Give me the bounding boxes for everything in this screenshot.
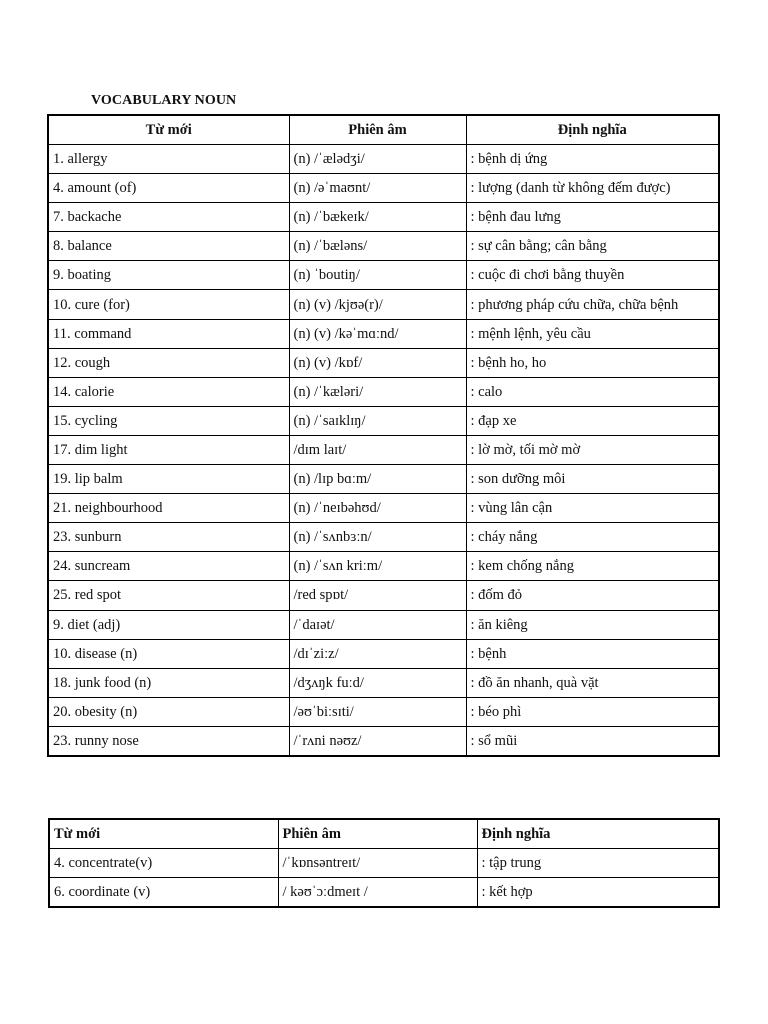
cell-word: 10. cure (for) (48, 290, 289, 319)
table-row (48, 232, 719, 261)
cell-pronunciation: (n) /ˈbækeɪk/ (289, 203, 466, 232)
header-pronunciation: Phiên âm (278, 819, 477, 849)
cell-definition: : cuộc đi chơi bằng thuyền (466, 261, 719, 290)
cell-definition: : kem chống nắng (466, 552, 719, 581)
cell-word: 15. cycling (48, 406, 289, 435)
cell-definition: : bệnh dị ứng (466, 145, 719, 174)
table-row (48, 290, 719, 319)
document-title: VOCABULARY NOUN (91, 93, 237, 108)
table-row (48, 261, 719, 290)
cell-definition: : lờ mờ, tối mờ mờ (466, 435, 719, 464)
table-row (48, 377, 719, 406)
cell-pronunciation: (n) /əˈmaʊnt/ (289, 174, 466, 203)
table-row (48, 610, 719, 639)
table-row (48, 726, 719, 756)
table-row (48, 319, 719, 348)
cell-pronunciation: (n) /lɪp bɑːm/ (289, 465, 466, 494)
cell-definition: : vùng lân cận (466, 494, 719, 523)
table-row (48, 348, 719, 377)
cell-word: 6. coordinate (v) (49, 878, 278, 908)
table-row (48, 465, 719, 494)
table-row (48, 697, 719, 726)
cell-definition: : ăn kiêng (466, 610, 719, 639)
table-row (48, 639, 719, 668)
table-header-row (48, 115, 719, 145)
cell-pronunciation: (n) /ˈneɪbəhʊd/ (289, 494, 466, 523)
table-row (48, 523, 719, 552)
cell-definition: : tập trung (477, 849, 719, 878)
cell-word: 9. diet (adj) (48, 610, 289, 639)
table-row (48, 494, 719, 523)
cell-definition: : bệnh đau lưng (466, 203, 719, 232)
table-row (48, 435, 719, 464)
cell-pronunciation: /ˈrʌni nəʊz/ (289, 726, 466, 756)
cell-pronunciation: (n) /ˈkæləri/ (289, 377, 466, 406)
cell-word: 23. sunburn (48, 523, 289, 552)
cell-definition: : sổ mũi (466, 726, 719, 756)
cell-word: 25. red spot (48, 581, 289, 610)
cell-word: 4. concentrate(v) (49, 849, 278, 878)
header-definition: Định nghĩa (466, 115, 719, 145)
cell-word: 10. disease (n) (48, 639, 289, 668)
cell-word: 11. command (48, 319, 289, 348)
cell-word: 4. amount (of) (48, 174, 289, 203)
cell-word: 12. cough (48, 348, 289, 377)
cell-word: 17. dim light (48, 435, 289, 464)
table-row (49, 849, 719, 878)
cell-definition: : phương pháp cứu chữa, chữa bệnh (466, 290, 719, 319)
cell-pronunciation: (n) (v) /kɒf/ (289, 348, 466, 377)
cell-definition: : bệnh ho, ho (466, 348, 719, 377)
cell-definition: : bệnh (466, 639, 719, 668)
cell-pronunciation: /dʒʌŋk fuːd/ (289, 668, 466, 697)
cell-word: 14. calorie (48, 377, 289, 406)
cell-pronunciation: (n) /ˈælədʒi/ (289, 145, 466, 174)
cell-definition: : kết hợp (477, 878, 719, 908)
cell-pronunciation: (n) /ˈbæləns/ (289, 232, 466, 261)
table-header-row (49, 819, 719, 849)
table-row (48, 581, 719, 610)
cell-word: 18. junk food (n) (48, 668, 289, 697)
cell-pronunciation: /red spɒt/ (289, 581, 466, 610)
cell-pronunciation: /ˈkɒnsəntreɪt/ (278, 849, 477, 878)
cell-word: 23. runny nose (48, 726, 289, 756)
cell-definition: : lượng (danh từ không đếm được) (466, 174, 719, 203)
cell-word: 24. suncream (48, 552, 289, 581)
table-row (48, 203, 719, 232)
cell-word: 8. balance (48, 232, 289, 261)
cell-definition: : béo phì (466, 697, 719, 726)
cell-pronunciation: / kəʊˈɔːdmeɪt / (278, 878, 477, 908)
table-row (48, 668, 719, 697)
cell-pronunciation: /ˈdaɪət/ (289, 610, 466, 639)
table-row (48, 552, 719, 581)
header-pronunciation: Phiên âm (289, 115, 466, 145)
table-row (48, 406, 719, 435)
cell-word: 7. backache (48, 203, 289, 232)
cell-pronunciation: (n) ˈboutiŋ/ (289, 261, 466, 290)
cell-pronunciation: (n) /ˈsaɪklɪŋ/ (289, 406, 466, 435)
vocabulary-table-verbs (48, 818, 720, 908)
cell-definition: : calo (466, 377, 719, 406)
vocabulary-table (47, 114, 720, 757)
cell-definition: : đốm đỏ (466, 581, 719, 610)
header-word: Từ mới (48, 115, 289, 145)
cell-pronunciation: /dɪˈziːz/ (289, 639, 466, 668)
cell-word: 9. boating (48, 261, 289, 290)
cell-word: 1. allergy (48, 145, 289, 174)
cell-definition: : đồ ăn nhanh, quà vặt (466, 668, 719, 697)
cell-definition: : cháy nắng (466, 523, 719, 552)
header-definition: Định nghĩa (477, 819, 719, 849)
table-row (48, 145, 719, 174)
cell-definition: : đạp xe (466, 406, 719, 435)
table-row (49, 878, 719, 908)
cell-word: 20. obesity (n) (48, 697, 289, 726)
cell-word: 19. lip balm (48, 465, 289, 494)
cell-pronunciation: /əʊˈbiːsɪti/ (289, 697, 466, 726)
cell-pronunciation: (n) (v) /kjʊə(r)/ (289, 290, 466, 319)
cell-definition: : sự cân bằng; cân bằng (466, 232, 719, 261)
cell-word: 21. neighbourhood (48, 494, 289, 523)
cell-definition: : mệnh lệnh, yêu cầu (466, 319, 719, 348)
header-word: Từ mới (49, 819, 278, 849)
cell-pronunciation: (n) /ˈsʌnbɜːn/ (289, 523, 466, 552)
cell-definition: : son dưỡng môi (466, 465, 719, 494)
cell-pronunciation: (n) (v) /kəˈmɑːnd/ (289, 319, 466, 348)
table-row (48, 174, 719, 203)
cell-pronunciation: (n) /ˈsʌn kriːm/ (289, 552, 466, 581)
cell-pronunciation: /dɪm laɪt/ (289, 435, 466, 464)
